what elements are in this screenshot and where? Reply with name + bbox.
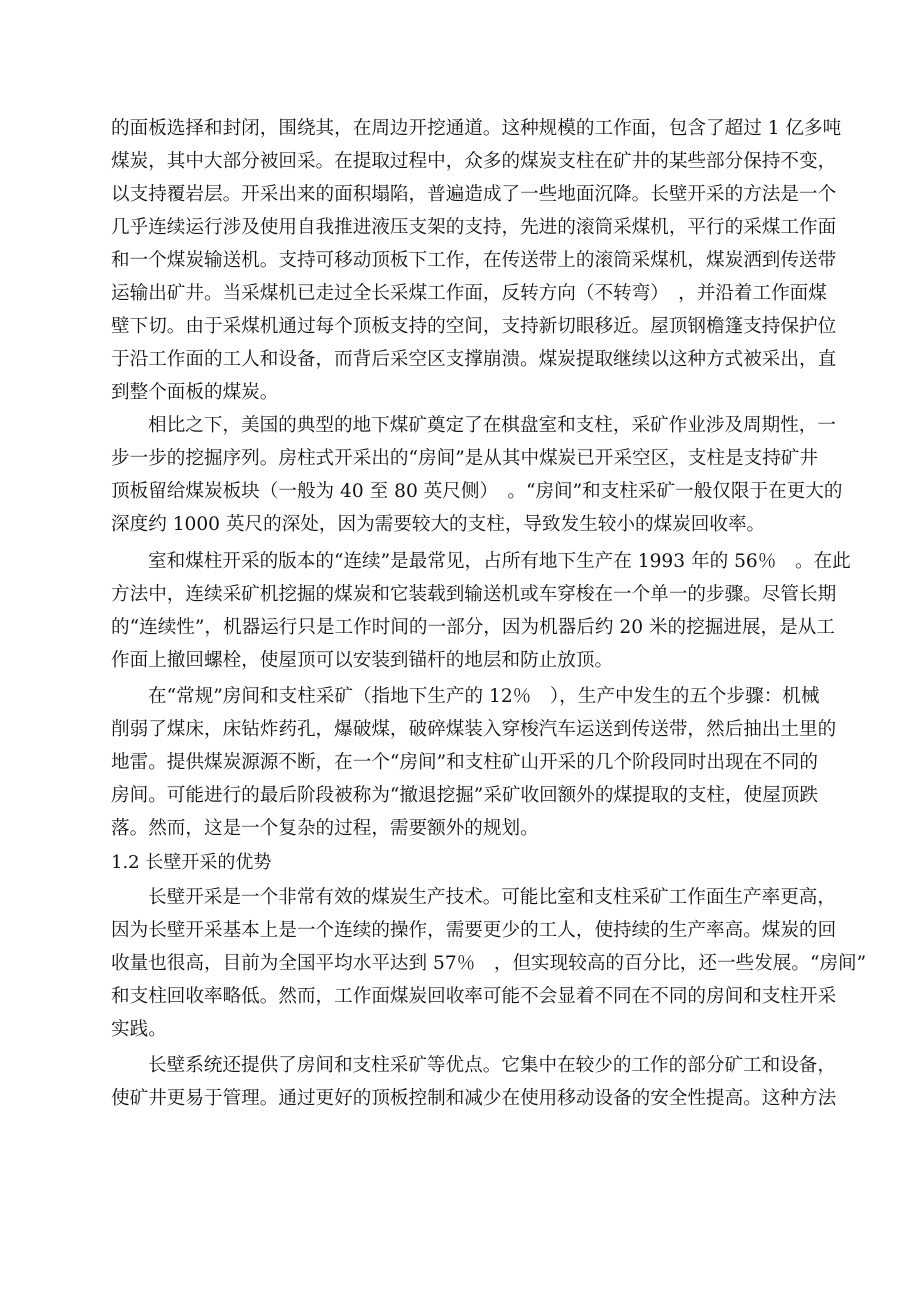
text-line: 实践。 [111, 1019, 167, 1040]
text-line: 落。然而，这是一个复杂的过程，需要额外的规划。 [111, 818, 539, 839]
text-line: 到整个面板的煤炭。 [111, 382, 279, 403]
text-line: 房间。可能进行的最后阶段被称为“撤退挖掘”采矿收回额外的煤提取的支柱，使屋顶跌 [111, 785, 818, 806]
text-line: 收量也很高，目前为全国平均水平达到 57％ ，但实现较高的百分比，还一些发展。“房间” [111, 953, 867, 974]
paragraph-first-line: 相比之下，美国的典型的地下煤矿奠定了在棋盘室和支柱，采矿作业涉及周期性，一 [148, 415, 836, 436]
text-line: 壁下切。由于采煤机通过每个顶板支持的空间，支持新切眼移近。屋顶钢檐篷支持保护位 [111, 316, 837, 337]
text-line: 作面上撤回螺栓，使屋顶可以安装到锚杆的地层和防止放顶。 [111, 650, 614, 671]
text-line: 的面板选择和封闭，围绕其，在周边开挖通道。这种规模的工作面，包含了超过 1 亿多吨 [111, 118, 842, 139]
text-line: 和支柱回收率略低。然而，工作面煤炭回收率可能不会显着不同在不同的房间和支柱开采 [111, 986, 837, 1007]
text-line: 削弱了煤床，床钻炸药孔，爆破煤，破碎煤装入穿梭汽车运送到传送带，然后抽出土里的 [111, 719, 837, 740]
text-line: 几乎连续运行涉及使用自我推进液压支架的支持，先进的滚筒采煤机，平行的采煤工作面 [111, 217, 837, 238]
text-line: 运输出矿井。当采煤机已走过全长采煤工作面，反转方向（不转弯） ，并沿着工作面煤 [111, 283, 827, 304]
text-line: 因为长壁开采基本上是一个连续的操作，需要更少的工人，使持续的生产率高。煤炭的回 [111, 920, 837, 941]
paragraph-first-line: 室和煤柱开采的版本的“连续”是最常见，占所有地下生产在 1993 年的 56％ 。在此 [148, 551, 851, 572]
text-line: 煤炭，其中大部分被回采。在提取过程中，众多的煤炭支柱在矿井的某些部分保持不变， [111, 151, 837, 172]
text-line: 以支持覆岩层。开采出来的面积塌陷，普遍造成了一些地面沉降。长壁开采的方法是一个 [111, 184, 837, 205]
text-line: 顶板留给煤炭板块（一般为 40 至 80 英尺侧） 。“房间”和支柱采矿一般仅限于在更大的 [111, 481, 843, 502]
text-line: 步一步的挖掘序列。房柱式开采出的“房间”是从其中煤炭已开采空区，支柱是支持矿井 [111, 448, 818, 469]
text-line: 使矿井更易于管理。通过更好的顶板控制和减少在使用移动设备的安全性提高。这种方法 [111, 1088, 837, 1109]
text-line: 深度约 1000 英尺的深处，因为需要较大的支柱，导致发生较小的煤炭回收率。 [111, 514, 766, 535]
text-line: 的“连续性”，机器运行只是工作时间的一部分，因为机器后约 20 米的挖掘进展，是从工 [111, 617, 835, 638]
text-line: 和一个煤炭输送机。支持可移动顶板下工作，在传送带上的滚筒采煤机，煤炭洒到传送带 [111, 250, 837, 271]
paragraph-first-line: 长壁系统还提供了房间和支柱采矿等优点。它集中在较少的工作的部分矿工和设备， [148, 1055, 836, 1076]
text-line: 于沿工作面的工人和设备，而背后采空区支撑崩溃。煤炭提取继续以这种方式被采出，直 [111, 349, 837, 370]
section-heading: 1.2 长壁开采的优势 [111, 852, 272, 873]
text-line: 方法中，连续采矿机挖掘的煤炭和它装载到输送机或车穿梭在一个单一的步骤。尽管长期 [111, 584, 837, 605]
paragraph-first-line: 在“常规”房间和支柱采矿（指地下生产的 12％ ），生产中发生的五个步骤：机械 [148, 686, 820, 707]
paragraph-first-line: 长壁开采是一个非常有效的煤炭生产技术。可能比室和支柱采矿工作面生产率更高， [148, 887, 836, 908]
text-line: 地雷。提供煤炭源源不断，在一个“房间”和支柱矿山开采的几个阶段同时出现在不同的 [111, 752, 818, 773]
